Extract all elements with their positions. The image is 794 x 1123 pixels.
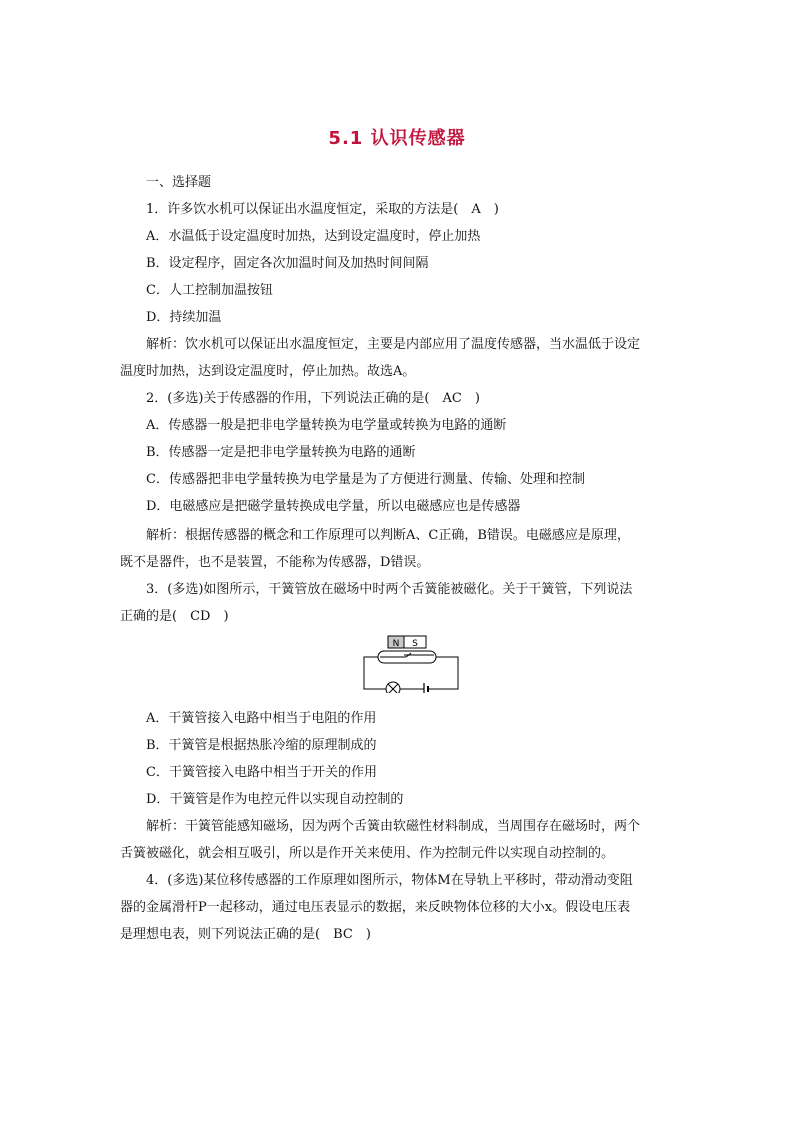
q4-stem-line2: 器的金属滑杆P一起移动，通过电压表显示的数据，来反映物体位移的大小x。假设电压表: [120, 900, 631, 915]
q3-option-b: B．干簧管是根据热胀冷缩的原理制成的: [146, 738, 377, 753]
q3-option-a: A．干簧管接入电路中相当于电阻的作用: [146, 711, 377, 726]
q1-option-b: B．设定程序，固定各次加温时间及加热时间间隔: [146, 256, 429, 271]
wire-right: [428, 657, 458, 689]
q2-analysis-line1: 解析：根据传感器的概念和工作原理可以判断A、C正确，B错误。电磁感应是原理，: [146, 528, 630, 543]
q1-option-a: A．水温低于设定温度时加热，达到设定温度时，停止加热: [146, 229, 481, 244]
q3-option-d: D．干簧管是作为电控元件以实现自动控制的: [146, 792, 404, 807]
reed-switch-circuit-figure: [362, 635, 462, 697]
q2-analysis-line2: 既不是器件，也不是装置，不能称为传感器，D错误。: [120, 555, 430, 570]
q4-stem-line1: 4．(多选)某位移传感器的工作原理如图所示，物体M在导轨上平移时，带动滑动变阻: [146, 873, 633, 888]
q1-option-d: D．持续加温: [146, 310, 222, 325]
q1-analysis-line1: 解析：饮水机可以保证出水温度恒定，主要是内部应用了温度传感器，当水温低于设定: [146, 337, 641, 352]
q3-stem-line1: 3．(多选)如图所示，干簧管放在磁场中时两个舌簧能被磁化。关于干簧管，下列说法: [146, 582, 633, 597]
q3-option-c: C．干簧管接入电路中相当于开关的作用: [146, 765, 377, 780]
q2-option-d: D．电磁感应是把磁学量转换成电学量，所以电磁感应也是传感器: [146, 499, 521, 514]
q3-stem-line2: 正确的是( CD ): [120, 609, 229, 624]
q2-option-a: A．传感器一般是把非电学量转换为电学量或转换为电路的通断: [146, 418, 507, 433]
magnet-n-label: N: [392, 639, 400, 649]
q1-stem: 1．许多饮水机可以保证出水温度恒定，采取的方法是( A ): [146, 202, 499, 217]
reed-switch-circuit-diagram: [362, 635, 462, 693]
q1-analysis-line2: 温度时加热，达到设定温度时，停止加热。故选A。: [120, 364, 416, 379]
q2-stem: 2．(多选)关于传感器的作用，下列说法正确的是( AC ): [146, 391, 480, 406]
q2-option-b: B．传感器一定是把非电学量转换为电路的通断: [146, 445, 416, 460]
q3-analysis-line2: 舌簧被磁化，就会相互吸引，所以是作开关来使用、作为控制元件以实现自动控制的。: [120, 846, 615, 861]
page-title: 5.1 认识传感器: [328, 128, 466, 149]
q3-analysis-line1: 解析：干簧管能感知磁场，因为两个舌簧由软磁性材料制成，当周围存在磁场时，两个: [146, 819, 641, 834]
lamp-icon: [386, 682, 400, 693]
q4-stem-line3: 是理想电表，则下列说法正确的是( BC ): [120, 927, 371, 942]
section-heading: 一、选择题: [146, 175, 212, 190]
q1-option-c: C．人工控制加温按钮: [146, 283, 273, 298]
wire-left: [364, 657, 386, 689]
q2-option-c: C．传感器把非电学量转换为电学量是为了方便进行测量、传输、处理和控制: [146, 472, 585, 487]
magnet-s-label: S: [412, 639, 418, 649]
